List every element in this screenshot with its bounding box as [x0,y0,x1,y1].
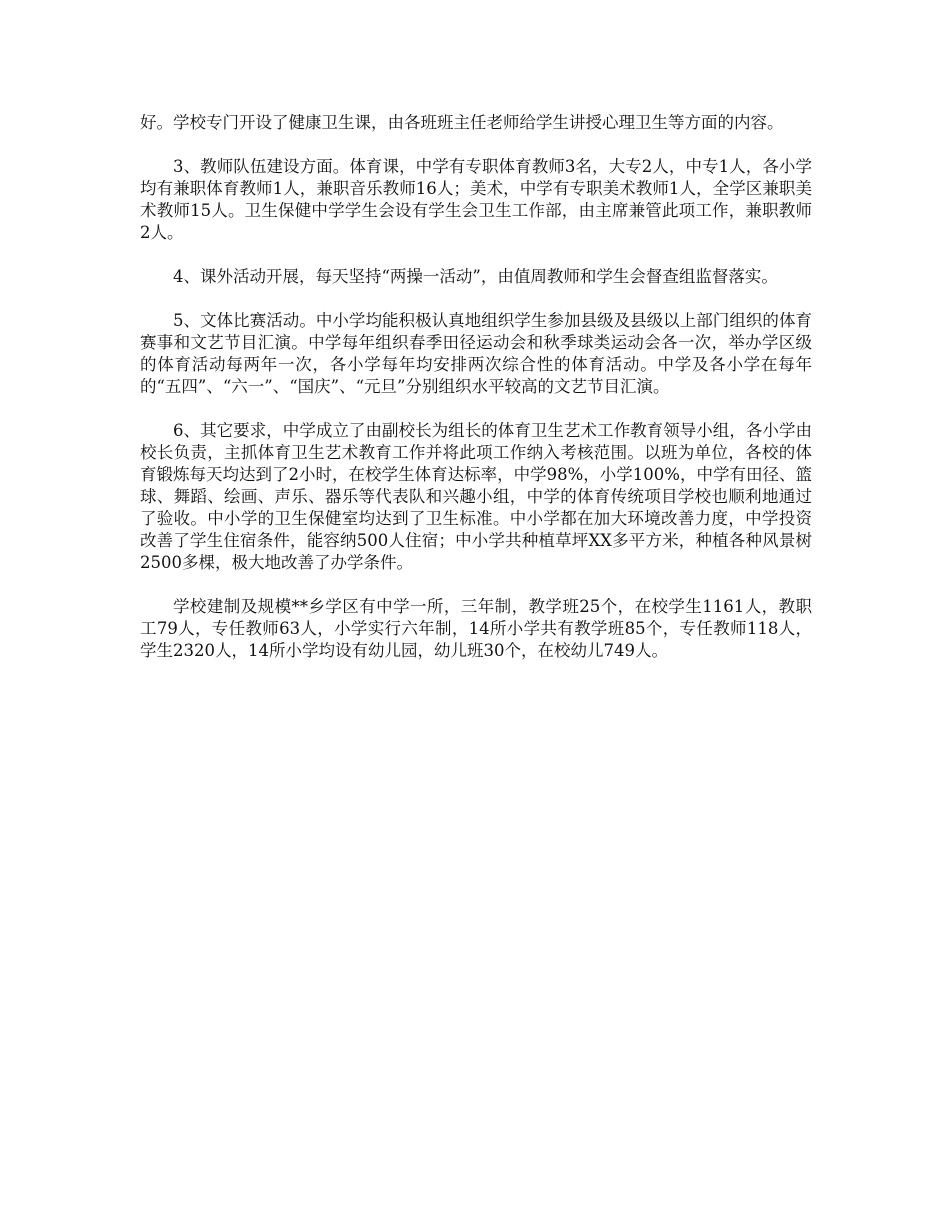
paragraph-other-requirements: 6、其它要求，中学成立了由副校长为组长的体育卫生艺术工作教育领导小组，各小学由校长负责，主抓体育卫生艺术教育工作并将此项工作纳入考核范围。以班为单位，各校的体育锻炼每天均达到了2小时，在校学生体育达标率，中学98%，小学100%，中学有田径、篮球、舞蹈、绘画、声乐、器乐等代表队和兴趣小组，中学的体育传统项目学校也顺利地通过了验收。中小学的卫生保健室均达到了卫生标准。中小学都在加大环境改善力度，中学投资改善了学生住宿条件，能容纳500人住宿；中小学共种植草坪XX多平方米，种植各种风景树2500多棵，极大地改善了办学条件。 [140,421,812,572]
paragraph-teacher-staffing: 3、教师队伍建设方面。体育课，中学有专职体育教师3名，大专2人，中专1人，各小学均有兼职体育教师1人，兼职音乐教师16人；美术，中学有专职美术教师1人，全学区兼职美术教师15人。卫生保健中学学生会设有学生会卫生工作部，由主席兼管此项工作，兼职教师2人。 [140,157,812,242]
paragraph-extracurricular: 4、课外活动开展，每天坚持“两操一活动”，由值周教师和学生会督查组监督落实。 [173,267,778,286]
document-body [140,112,812,684]
paragraph-school-scale: 学校建制及规模**乡学区有中学一所，三年制，教学班25个，在校学生1161人，教职工79人，专任教师63人，小学实行六年制，14所小学共有教学班85个，专任教师118人，学生2320人，14所小学均设有幼儿园，幼儿班30个，在校幼儿749人。 [140,597,812,660]
paragraph-competitions: 5、文体比赛活动。中小学均能积极认真地组织学生参加县级及县级以上部门组织的体育赛事和文艺节目汇演。中学每年组织春季田径运动会和秋季球类运动会各一次，举办学区级的体育活动每两年一次，各小学每年均安排两次综合性的体育活动。中学及各小学在每年的“五四”、“六一”、“国庆”、“元旦”分别组织水平较高的文艺节目汇演。 [140,311,812,396]
paragraph-intro-continuation: 好。学校专门开设了健康卫生课，由各班班主任老师给学生讲授心理卫生等方面的内容。 [140,113,784,132]
